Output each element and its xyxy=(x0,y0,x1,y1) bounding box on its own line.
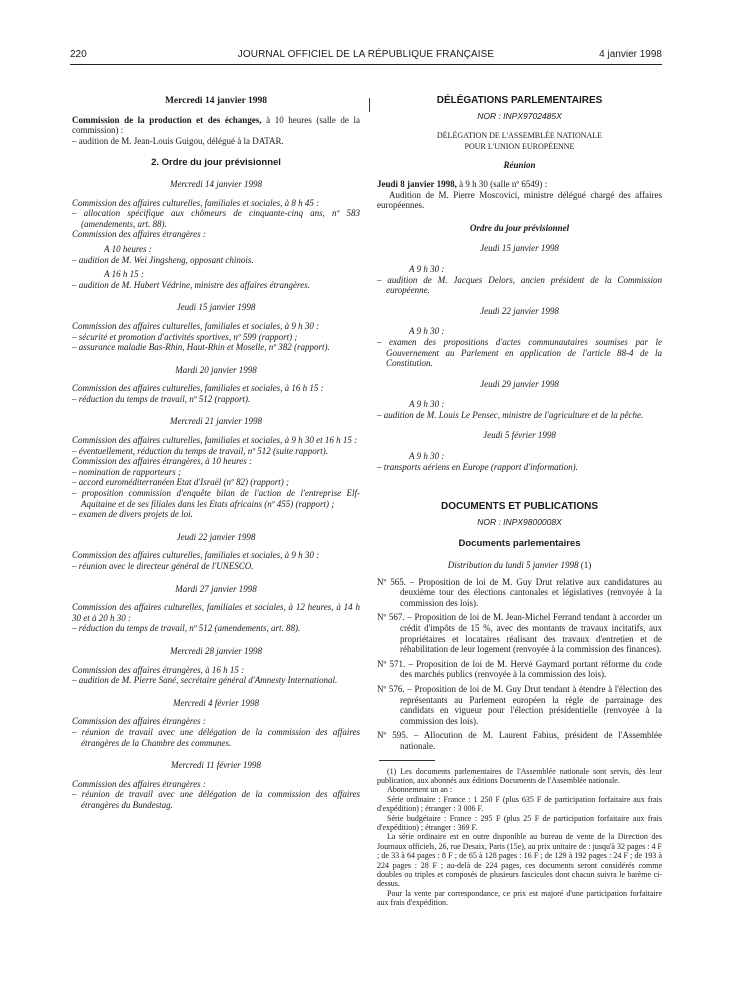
commission-line: Commission des affaires culturelles, familiales et sociales, à 12 heures, à 14 h 30 et à 20 h 30 : xyxy=(72,602,360,623)
time-line: A 9 h 30 : xyxy=(409,399,445,410)
header-date: 4 janvier 1998 xyxy=(599,49,662,60)
date-heading: Jeudi 5 février 1998 xyxy=(483,430,556,441)
top-date: Mercredi 14 janvier 1998 xyxy=(164,96,268,106)
commission-line: Commission des affaires culturelles, familiales et sociales, à 8 h 45 : xyxy=(72,197,320,208)
footnote-text: (1) Les documents parlementaires de l'Assemblée nationale sont servis, dès leur publication, aux abonnés aux éditions Documents de l'Assemblée nationale. xyxy=(377,766,662,785)
page-header xyxy=(70,49,662,63)
nor-value: NOR : INPX9702485X xyxy=(477,110,562,121)
left-column xyxy=(72,96,360,811)
footnote-rule xyxy=(379,760,435,761)
commission-line: Commission des affaires culturelles, familiales et sociales, à 9 h 30 et 16 h 15 : xyxy=(72,435,358,446)
commission-line: Commission des affaires étrangères : xyxy=(72,229,206,240)
footnote-ref: (1) xyxy=(580,560,592,571)
audition-guigou: – audition de M. Jean-Louis Guigou, délégué à la DATAR. xyxy=(72,135,284,146)
meeting-place: à 9 h 30 (salle nº 6549) : xyxy=(459,178,548,189)
commission-line: Commission des affaires étrangères, à 10 heures : xyxy=(72,456,252,467)
document-item: Nº 567. – Proposition de loi de M. Jean-Michel Ferrand tendant à accorder un crédit d'impôts de 15 %, avec des montants de travaux incitatifs, aux propriétaires et locataires réalisant des travaux d'entretien et de réhabilitation de leur logement (renvoyée à la commission des finances). xyxy=(377,612,662,655)
header-rule xyxy=(70,64,662,65)
agenda-item: – audition de M. Jacques Delors, ancien président de la Commission européenne. xyxy=(377,274,662,296)
agenda-item: – allocation spécifique aux chômeurs de cinquante-cinq ans, nº 583 (amendements, art. 88). xyxy=(72,208,360,229)
commission-line: Commission des affaires étrangères : xyxy=(72,716,206,727)
journal-title: JOURNAL OFFICIEL DE LA RÉPUBLIQUE FRANÇAISE xyxy=(237,49,495,60)
agenda-item: – réunion de travail avec une délégation de la commission des affaires étrangères de la Chambre des communes. xyxy=(72,726,360,748)
document-item: Nº 571. – Proposition de loi de M. Hervé Gaymard portant réforme du code des marchés publics (renvoyée à la commission des lois). xyxy=(377,658,662,680)
agenda-item: – réduction du temps de travail, nº 512 (amendements, art. 88). xyxy=(72,623,301,634)
document-item: Nº 565. – Proposition de loi de M. Guy Drut relative aux candidatures au deuxième tour des élections cantonales et législatives (renvoyée à la commission des lois). xyxy=(377,576,662,608)
reunion-heading: Réunion xyxy=(503,160,536,171)
commission-production-name: Commission de la production et des échanges, xyxy=(72,114,262,125)
date-heading: Jeudi 22 janvier 1998 xyxy=(176,531,256,542)
right-column xyxy=(377,96,662,908)
nor-value: NOR : INPX9800008X xyxy=(477,516,562,527)
date-heading: Mardi 27 janvier 1998 xyxy=(175,583,257,594)
ordre-title: 2. Ordre du jour prévisionnel xyxy=(151,157,281,169)
agenda-item: – audition de M. Hubert Védrine, ministre des affaires étrangères. xyxy=(72,279,310,290)
date-heading: Jeudi 15 janvier 1998 xyxy=(480,243,559,254)
commission-line: Commission des affaires culturelles, familiales et sociales, à 9 h 30 : xyxy=(72,550,320,561)
agenda-item: – examen de divers projets de loi. xyxy=(72,509,193,520)
footnote-text: La série ordinaire est en outre disponible au bureau de vente de la Direction des Journaux officiels, 26, rue Desaix, Paris (15e), au prix unitaire de : jusqu'à 32 pages : 4 F ; de 33 à 64 pages : 8 F ; de 65 à 128 pages : 16 F ; de 129 à 192 pages : 24 F ; de 193 à 224 pages : 28 F ; au-delà de 224 pages, ces documents seront considérés comme doubles ou triples et composés de plusieurs fascicules dont chacun suivra le barème ci-dessus. xyxy=(377,832,662,889)
date-heading: Jeudi 29 janvier 1998 xyxy=(480,378,559,389)
commission-production xyxy=(72,115,360,136)
document-item: Nº 595. – Allocution de M. Laurent Fabius, président de l'Assemblée nationale. xyxy=(377,730,662,751)
footnote-text: Série budgétaire : France : 295 F (plus 25 F de participation forfaitaire aux frais d'expédition) ; étranger : 369 F. xyxy=(377,813,662,832)
nor-code xyxy=(377,517,662,528)
time-line: A 9 h 30 : xyxy=(409,451,445,462)
ordre-heading: Ordre du jour prévisionnel xyxy=(469,222,570,233)
distribution-date: Distribution du lundi 5 janvier 1998 xyxy=(447,560,579,571)
agenda-item: – éventuellement, réduction du temps de travail, nº 512 (suite rapport). xyxy=(72,445,328,456)
time-line: A 16 h 15 : xyxy=(104,269,144,280)
documents-subtitle: Documents parlementaires xyxy=(458,538,581,550)
date-heading: Mercredi 28 janvier 1998 xyxy=(169,645,263,656)
footnote-text: Série ordinaire : France : 1 250 F (plus 635 F de participation forfaitaire aux frais d'expédition) ; étranger : 3 006 F. xyxy=(377,794,662,814)
meeting-line xyxy=(377,179,662,190)
time-line: A 9 h 30 : xyxy=(409,263,445,274)
delegation-name-line1: DÉLÉGATION DE L'ASSEMBLÉE NATIONALE xyxy=(436,131,603,141)
agenda-item: – proposition commission d'enquête bilan de l'action de l'entreprise Elf-Aquitaine et de ses filiales dans les Etats africains (nº 455) (rapport) ; xyxy=(72,488,360,509)
date-heading: Mercredi 21 janvier 1998 xyxy=(169,416,263,427)
agenda-item: – réunion de travail avec une délégation de la commission des affaires étrangères du Bundestag. xyxy=(72,789,360,810)
date-heading: Mercredi 4 février 1998 xyxy=(172,697,260,708)
agenda-item: – audition de M. Wei Jingsheng, opposant chinois. xyxy=(72,254,254,265)
commission-production-time: à 10 heures (salle de la commission) : xyxy=(72,114,360,136)
footnote-text: Abonnement un an : xyxy=(387,785,453,795)
agenda-item: – nomination de rapporteurs ; xyxy=(72,466,181,477)
agenda-item: – réduction du temps de travail, nº 512 (rapport). xyxy=(72,393,251,404)
agenda-item: – assurance maladie Bas-Rhin, Haut-Rhin et Moselle, nº 382 (rapport). xyxy=(72,342,330,353)
delegation-name-line2: POUR L'UNION EUROPÉENNE xyxy=(464,141,575,151)
date-heading: Jeudi 15 janvier 1998 xyxy=(176,302,256,313)
agenda-item: – réunion avec le directeur général de l'UNESCO. xyxy=(72,561,254,571)
commission-line: Commission des affaires culturelles, familiales et sociales, à 9 h 30 : xyxy=(72,320,320,331)
agenda-item: – accord euroméditerranéen Etat d'Israël (nº 82) (rapport) ; xyxy=(72,477,290,488)
agenda-item: – sécurité et promotion d'activités sportives, nº 599 (rapport) ; xyxy=(72,331,298,342)
date-heading: Mercredi 14 janvier 1998 xyxy=(169,178,263,189)
time-line: A 10 heures : xyxy=(104,243,152,254)
commission-line: Commission des affaires étrangères, à 16 h 15 : xyxy=(72,664,245,675)
agenda-item: – examen des propositions d'actes communautaires soumises par le Gouvernement au Parlement en application de l'article 88-4 de la Constitution. xyxy=(377,336,662,369)
date-heading: Jeudi 22 janvier 1998 xyxy=(480,305,559,316)
agenda-item: – audition de M. Louis Le Pensec, ministre de l'agriculture et de la pêche. xyxy=(377,409,644,420)
agenda-item: – audition de M. Pierre Sané, secrétaire général d'Amnesty International. xyxy=(72,675,338,686)
meeting-date: Jeudi 8 janvier 1998, xyxy=(377,178,457,189)
agenda-item: – transports aériens en Europe (rapport d'information). xyxy=(377,461,578,472)
distribution-line xyxy=(377,560,662,571)
time-line: A 9 h 30 : xyxy=(409,326,445,337)
documents-title: DOCUMENTS ET PUBLICATIONS xyxy=(440,501,599,513)
delegations-title: DÉLÉGATIONS PARLEMENTAIRES xyxy=(436,95,603,106)
audition-moscovici: Audition de M. Pierre Moscovici, ministre délégué chargé des affaires européennes. xyxy=(377,189,662,211)
page-number: 220 xyxy=(70,49,87,60)
footnote-text: Pour la vente par correspondance, ce prix est majoré d'une participation forfaitaire aux frais d'expédition. xyxy=(377,888,662,908)
column-separator xyxy=(369,98,370,112)
nor-code xyxy=(377,111,662,122)
document-item: Nº 576. – Proposition de loi de M. Guy Drut tendant à étendre à l'élection des représentants au Parlement européen la règle de parrainage des candidats en vigueur pour l'élection présidentielle (renvoyée à la commission des lois). xyxy=(377,683,662,726)
commission-line: Commission des affaires culturelles, familiales et sociales, à 16 h 15 : xyxy=(72,383,324,394)
date-heading: Mercredi 11 février 1998 xyxy=(171,760,261,771)
date-heading: Mardi 20 janvier 1998 xyxy=(175,364,257,375)
commission-line: Commission des affaires étrangères : xyxy=(72,778,206,789)
